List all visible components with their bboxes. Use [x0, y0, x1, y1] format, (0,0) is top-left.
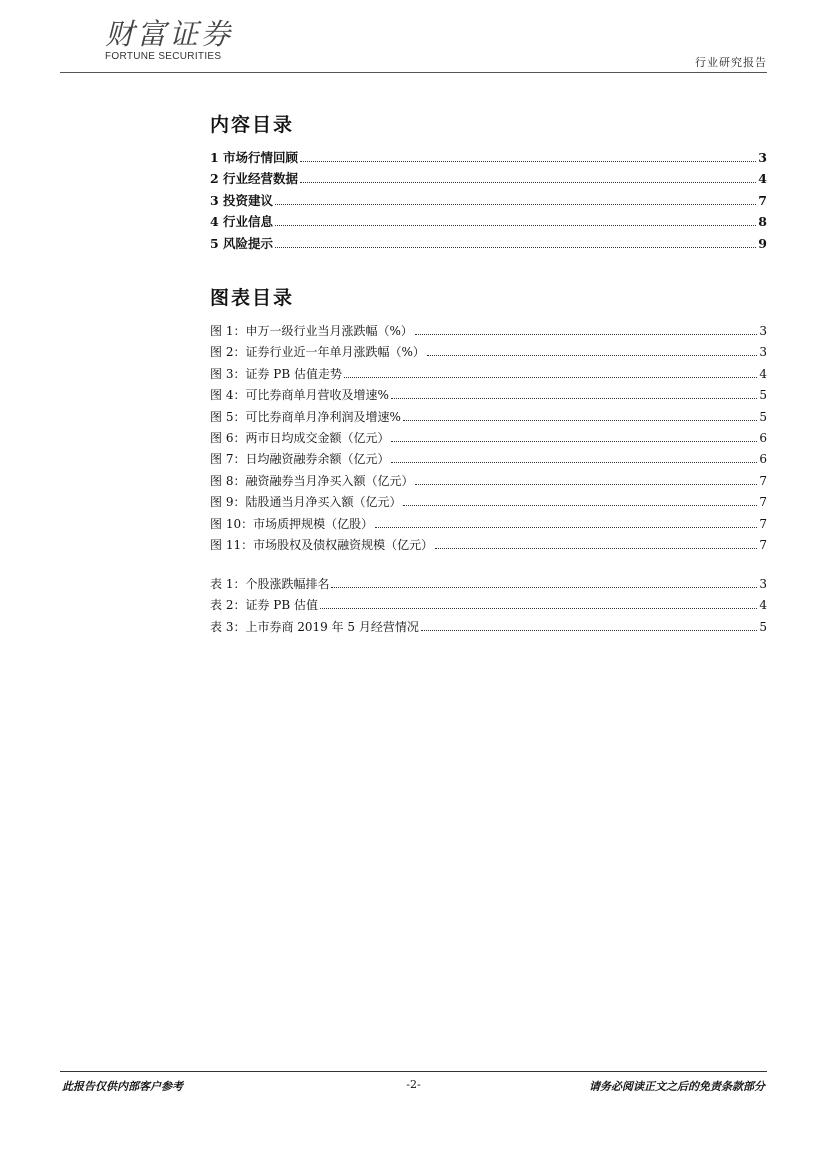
dot-leader	[300, 160, 756, 162]
figure-entry[interactable]	[210, 321, 767, 342]
tables-section	[210, 574, 767, 638]
dot-leader	[427, 354, 758, 356]
dot-leader	[300, 181, 756, 183]
figure-entry-page: 7	[759, 537, 767, 552]
dot-leader	[415, 483, 757, 485]
figure-entry-label: 图 6：两市日均成交金额（亿元）	[210, 430, 390, 445]
contents-entry-page: 8	[758, 214, 767, 230]
table-entry-label: 表 2：证券 PB 估值	[210, 598, 318, 613]
table-entry-page: 5	[759, 619, 767, 634]
figure-entry[interactable]	[210, 492, 767, 513]
figure-entry-label: 图 1：申万一级行业当月涨跌幅（%）	[210, 324, 413, 338]
figure-entry-label: 图 8：融资融券当月净买入额（亿元）	[210, 473, 414, 488]
figure-entry-page: 4	[759, 366, 767, 381]
page-number: -2-	[406, 1078, 421, 1091]
dot-leader	[375, 526, 757, 528]
contents-section	[210, 110, 767, 254]
dot-leader	[403, 504, 757, 506]
dot-leader	[415, 333, 758, 335]
figure-entry[interactable]	[210, 342, 767, 363]
dot-leader	[391, 440, 757, 442]
dot-leader	[275, 246, 756, 248]
company-logo	[105, 18, 233, 62]
figure-entry-label: 图 4：可比券商单月营收及增速%	[210, 388, 389, 403]
figure-entry-label: 图 10：市场质押规模（亿股）	[210, 516, 374, 531]
figure-entry[interactable]	[210, 407, 767, 428]
contents-entry[interactable]	[210, 168, 767, 189]
figure-entry-page: 6	[759, 430, 767, 445]
figure-entry-page: 6	[759, 452, 767, 467]
figure-entry[interactable]	[210, 385, 767, 406]
figure-entry[interactable]	[210, 535, 767, 556]
contents-entry-label: 4 行业信息	[210, 214, 274, 230]
dot-leader	[391, 461, 757, 463]
table-entry-page: 3	[759, 577, 767, 591]
figures-list	[210, 321, 767, 556]
figure-entry[interactable]	[210, 428, 767, 449]
dot-leader	[331, 586, 757, 588]
dot-leader	[344, 376, 757, 378]
contents-entry-label: 3 投资建议	[210, 192, 274, 208]
table-entry-label: 表 1：个股涨跌幅排名	[210, 577, 330, 591]
contents-heading: 内容目录	[210, 114, 295, 136]
contents-entry-label: 1 市场行情回顾	[210, 150, 299, 165]
table-entry[interactable]	[210, 574, 767, 595]
footer-disclaimer-right: 请务必阅读正文之后的免责条款部分	[589, 1080, 765, 1093]
dot-leader	[435, 547, 757, 549]
figure-entry-page: 3	[759, 345, 767, 360]
figure-entry-page: 5	[759, 409, 767, 424]
figure-entry[interactable]	[210, 514, 767, 535]
header-divider	[60, 72, 767, 73]
figure-entry-label: 图 9：陆股通当月净买入额（亿元）	[210, 495, 402, 510]
table-entry[interactable]	[210, 595, 767, 616]
figure-entry-label: 图 3：证券 PB 估值走势	[210, 366, 342, 381]
figures-section	[210, 283, 767, 556]
logo-english-name: FORTUNE SECURITIES	[105, 51, 222, 62]
dot-leader	[275, 203, 756, 205]
figure-entry-page: 5	[759, 388, 767, 403]
figure-entry-label: 图 2：证券行业近一年单月涨跌幅（%）	[210, 345, 425, 360]
figures-heading: 图表目录	[210, 287, 295, 309]
contents-entry-label: 2 行业经营数据	[210, 171, 299, 187]
dot-leader	[391, 397, 758, 399]
figure-entry[interactable]	[210, 364, 767, 385]
report-type: 行业研究报告	[695, 56, 767, 69]
footer-disclaimer-left: 此报告仅供内部客户参考	[62, 1080, 183, 1093]
figure-entry[interactable]	[210, 471, 767, 492]
dot-leader	[275, 224, 756, 226]
contents-entry[interactable]	[210, 190, 767, 211]
contents-entry-page: 7	[758, 192, 767, 208]
contents-entry-page: 4	[758, 171, 767, 187]
dot-leader	[320, 607, 757, 609]
contents-entry-page: 3	[758, 150, 767, 165]
contents-entry[interactable]	[210, 233, 767, 254]
figure-entry-page: 7	[759, 473, 767, 488]
contents-entry[interactable]	[210, 147, 767, 168]
table-entry-page: 4	[759, 598, 767, 613]
figure-entry[interactable]	[210, 449, 767, 470]
figure-entry-label: 图 7：日均融资融券余额（亿元）	[210, 452, 390, 467]
figure-entry-label: 图 11：市场股权及债权融资规模（亿元）	[210, 537, 434, 552]
dot-leader	[421, 629, 757, 631]
figure-entry-label: 图 5：可比券商单月净利润及增速%	[210, 409, 401, 424]
footer-divider	[60, 1071, 767, 1072]
logo-chinese-name: 财富证券	[105, 17, 234, 51]
table-entry[interactable]	[210, 617, 767, 638]
figure-entry-page: 7	[759, 495, 767, 510]
tables-list	[210, 574, 767, 638]
dot-leader	[403, 419, 758, 421]
contents-entry-label: 5 风险提示	[210, 235, 274, 251]
figure-entry-page: 3	[759, 324, 767, 338]
contents-entry[interactable]	[210, 211, 767, 232]
contents-list	[210, 147, 767, 254]
table-entry-label: 表 3：上市券商 2019 年 5 月经营情况	[210, 619, 419, 634]
contents-entry-page: 9	[758, 235, 767, 251]
figure-entry-page: 7	[759, 516, 767, 531]
